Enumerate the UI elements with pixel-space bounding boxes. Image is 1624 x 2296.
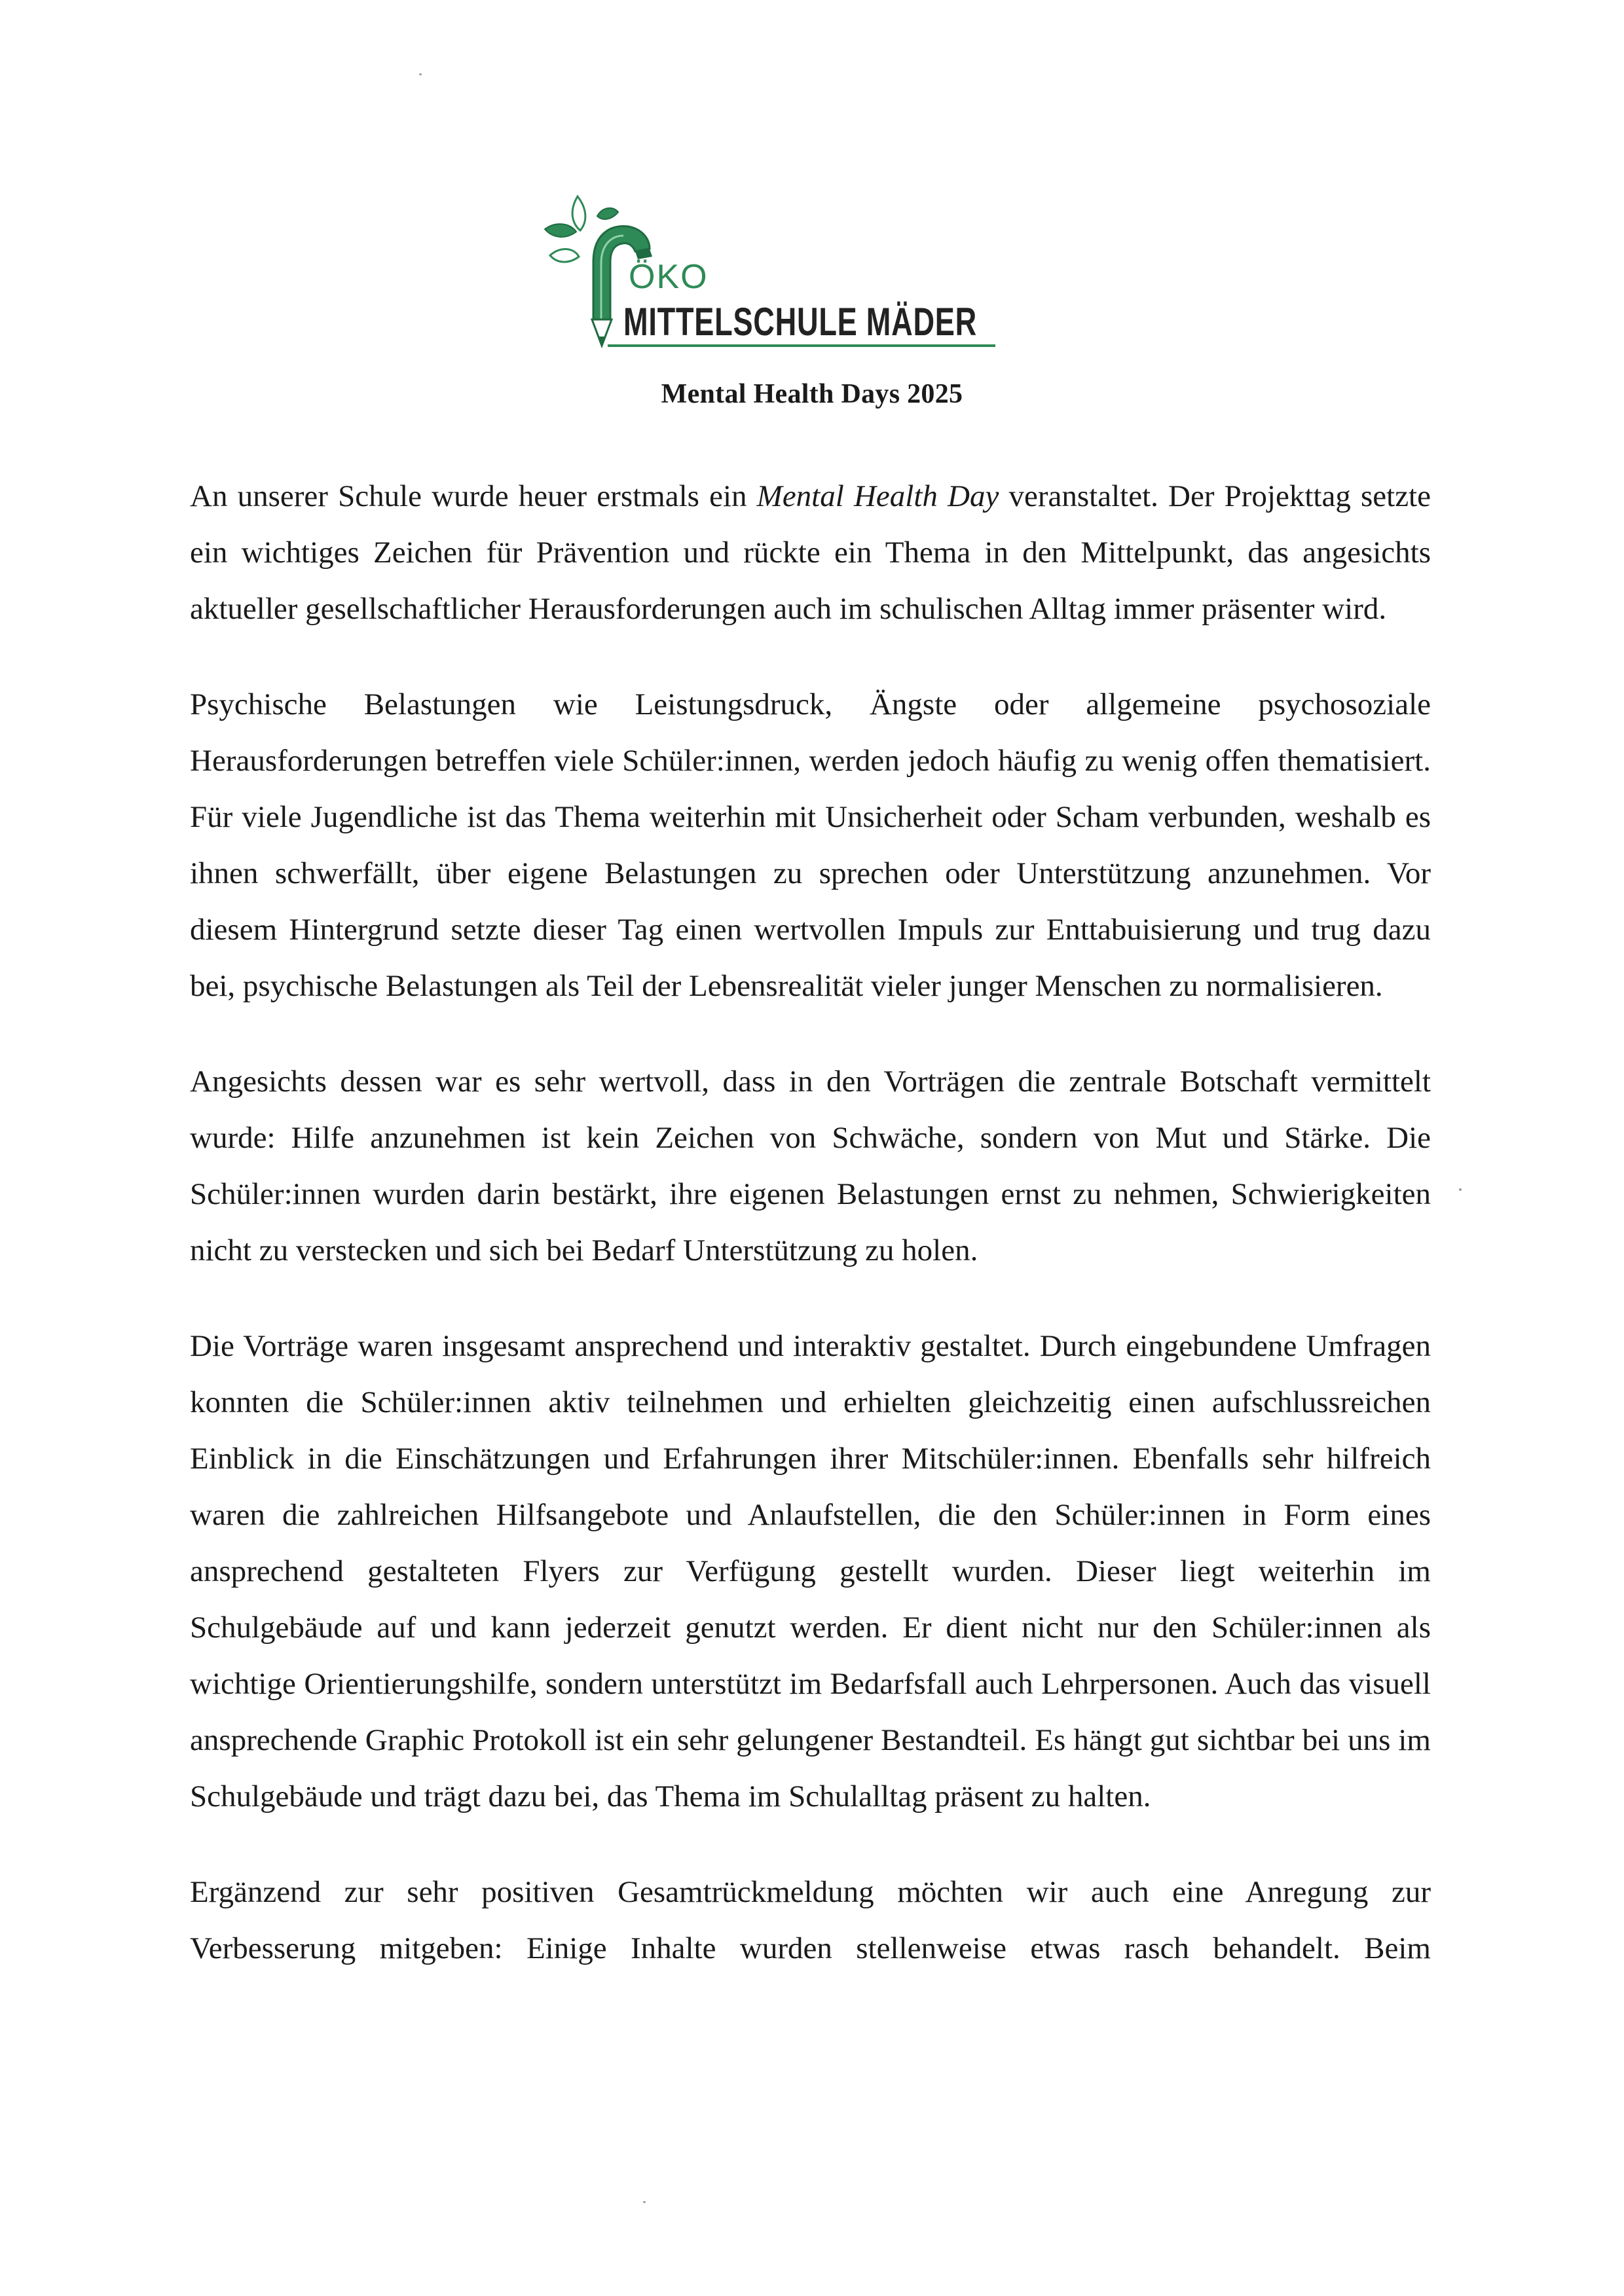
school-logo (537, 183, 1035, 354)
paragraph-psychische-belastungen: Psychische Belastungen wie Leistungsdruck, Ängste oder allgemeine psychosoziale Herausforderungen betreffen viele Schüler:innen, werden jedoch häufig zu wenig offen thematisiert. Für viele Jugendliche ist das Thema weiterhin mit Unsicherheit oder Scham verbunden, weshalb es ihnen schwerfällt, über eigene Belastungen zu sprechen oder Unterstützung anzunehmen. Vor diesem Hintergrund setzte dieser Tag einen wertvollen Impuls zur Enttabuisierung und trug dazu bei, psychische Belastungen als Teil der Lebensrealität vieler junger Menschen zu normalisieren. (190, 687, 1431, 1003)
paragraph-vortraege: Die Vorträge waren insgesamt ansprechend und interaktiv gestaltet. Durch eingebundene Umfragen konnten die Schüler:innen aktiv teilnehmen und erhielten gleichzeitig einen aufschlussreichen Einblick in die Einschätzungen und Erfahrungen ihrer Mitschüler:innen. Ebenfalls sehr hilfreich waren die zahlreichen Hilfsangebote und Anlaufstellen, die den Schüler:innen in Form eines ansprechend gestalteten Flyers zur Verfügung gestellt wurden. Dieser liegt weiterhin im Schulgebäude auf und kann jederzeit genutzt werden. Er dient nicht nur den Schüler:innen als wichtige Orientierungshilfe, sondern unterstützt im Bedarfsfall auch Lehrpersonen. Auch das visuell ansprechende Graphic Protokoll ist ein sehr gelungener Bestandteil. Es hängt gut sichtbar bei uns im Schulgebäude und trägt dazu bei, das Thema im Schulalltag präsent zu halten. (190, 1329, 1431, 1813)
leaf-icon (597, 208, 618, 219)
leaf-icon (545, 224, 576, 237)
paragraph-intro-start: An unserer Schule wurde heuer erstmals ein (190, 479, 757, 513)
school-logo-graphic (537, 183, 1035, 354)
document-body (190, 468, 1431, 2016)
scan-speck (643, 2201, 646, 2203)
scan-speck (1459, 1188, 1462, 1191)
event-name-emphasis: Mental Health Day (756, 479, 999, 513)
paragraph-botschaft: Angesichts dessen war es sehr wertvoll, dass in den Vorträgen die zentrale Botschaft vermittelt wurde: Hilfe anzunehmen ist kein Zeichen von Schwäche, sondern von Mut und Stärke. Die Schüler:innen wurden darin bestärkt, ihre eigenen Belastungen ernst zu nehmen, Schwierigkeiten nicht zu verstecken und sich bei Bedarf Unterstützung zu holen. (190, 1065, 1431, 1267)
logo-line-oeko: ÖKO (629, 258, 709, 296)
scan-speck (419, 73, 422, 75)
leaf-icon (572, 196, 585, 230)
leaf-icon (550, 249, 579, 262)
paragraph-intro-end: veranstaltet. Der Projekttag setzte ein wichtiges Zeichen für Prävention und rückte ein Thema in den Mittelpunkt, das angesichts aktueller gesellschaftlicher Herausforderungen auch im schulischen Alltag immer präsenter wird. (190, 479, 1431, 626)
logo-line-school-name: MITTELSCHULE MÄDER (623, 300, 977, 344)
paragraph-anregung: Ergänzend zur sehr positiven Gesamtrückmeldung möchten wir auch eine Anregung zur Verbesserung mitgeben: Einige Inhalte wurden stellenweise etwas rasch behandelt. Beim (190, 1875, 1431, 1965)
document-title: Mental Health Days 2025 (661, 379, 963, 409)
paragraph-intro (190, 468, 1431, 637)
